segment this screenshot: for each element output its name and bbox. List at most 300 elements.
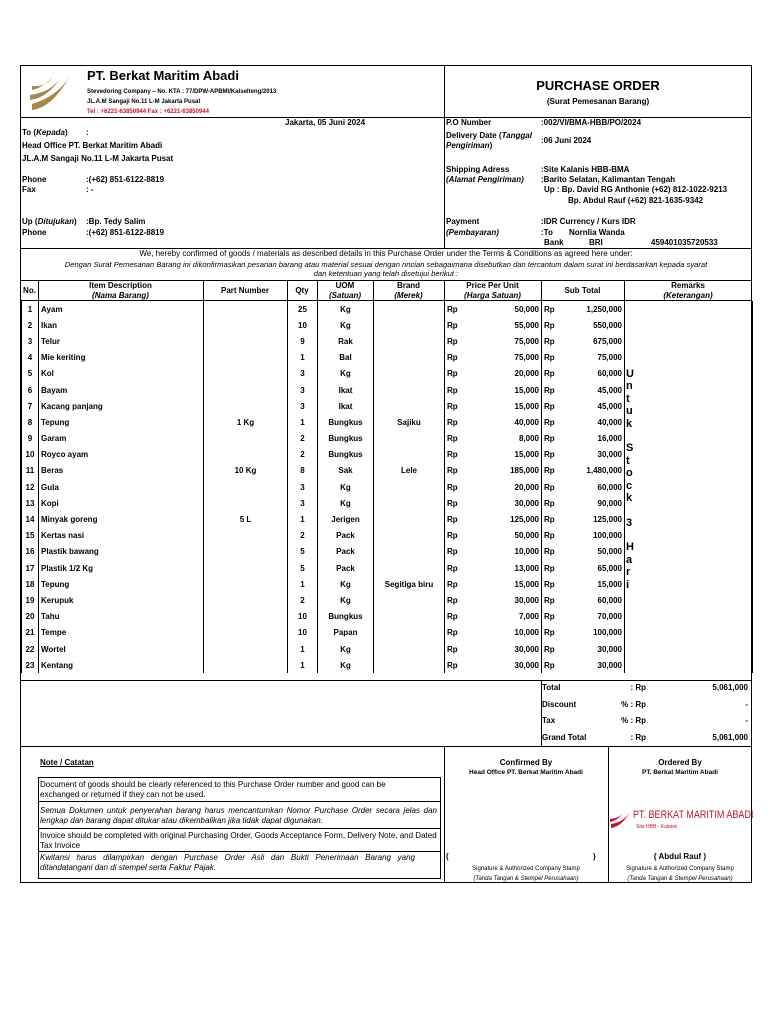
item-subtotal-currency: Rp bbox=[542, 641, 570, 657]
table-row bbox=[22, 382, 753, 398]
item-currency: Rp bbox=[445, 431, 473, 447]
item-uom: Bungkus bbox=[318, 414, 374, 430]
header-company-underline bbox=[20, 117, 444, 118]
item-no: 4 bbox=[22, 350, 39, 366]
item-desc: Gula bbox=[39, 479, 204, 495]
po-number-label: P.O Number bbox=[446, 118, 492, 127]
company-line2: JL.A.M Sangaji No.11 L-M Jakarta Pusat bbox=[87, 99, 201, 105]
stamp-logo-icon bbox=[609, 808, 633, 830]
item-price: 75,000 bbox=[473, 350, 542, 366]
company-line3: Tel : +6221-63850944 Fax : +6221-63850944 bbox=[87, 109, 209, 115]
remarks-letter: c bbox=[626, 479, 633, 492]
remarks-letter: u bbox=[626, 405, 633, 418]
item-remarks bbox=[625, 333, 753, 349]
remarks-letter: t bbox=[626, 454, 630, 467]
table-row bbox=[22, 398, 753, 414]
ship-line3: Up : Bp. David RG Anthonie (+62) 812-1022-9213 bbox=[544, 185, 728, 194]
ship-label-it: (Alamat Pengiriman) bbox=[446, 175, 524, 184]
item-remarks bbox=[625, 544, 753, 560]
item-brand bbox=[374, 641, 445, 657]
table-row bbox=[22, 592, 753, 608]
remarks-letter bbox=[626, 430, 636, 442]
item-qty: 2 bbox=[288, 592, 318, 608]
item-part bbox=[204, 495, 288, 511]
item-uom: Papan bbox=[318, 625, 374, 641]
item-subtotal-currency: Rp bbox=[542, 317, 570, 333]
company-logo-icon bbox=[26, 70, 76, 114]
item-currency: Rp bbox=[445, 398, 473, 414]
item-brand bbox=[374, 350, 445, 366]
item-no: 1 bbox=[22, 301, 39, 317]
col-price-header: Price Per Unit bbox=[466, 281, 519, 290]
item-remarks bbox=[625, 447, 753, 463]
item-currency: Rp bbox=[445, 382, 473, 398]
item-subtotal-currency: Rp bbox=[542, 576, 570, 592]
table-row bbox=[22, 609, 753, 625]
item-no: 17 bbox=[22, 560, 39, 576]
delivery-label-2: Pengiriman) bbox=[446, 141, 493, 150]
item-part bbox=[204, 657, 288, 673]
notes-title: Note / Catatan bbox=[40, 758, 94, 767]
item-subtotal-currency: Rp bbox=[542, 528, 570, 544]
remarks-vertical-text bbox=[626, 368, 636, 591]
to-line2: JL.A.M Sangaji No.11 L-M Jakarta Pusat bbox=[22, 154, 174, 163]
ordered-org: PT. Berkat Maritim Abadi bbox=[642, 769, 718, 776]
item-remarks bbox=[625, 414, 753, 430]
item-qty: 9 bbox=[288, 333, 318, 349]
table-row bbox=[22, 576, 753, 592]
remarks-letter: a bbox=[626, 553, 633, 566]
item-uom: Kg bbox=[318, 576, 374, 592]
col-remarks-header-it: (Keterangan) bbox=[663, 291, 713, 300]
item-subtotal: 30,000 bbox=[570, 657, 625, 673]
item-subtotal-currency: Rp bbox=[542, 463, 570, 479]
item-currency: Rp bbox=[445, 495, 473, 511]
item-uom: Pack bbox=[318, 560, 374, 576]
item-brand bbox=[374, 398, 445, 414]
item-uom: Sak bbox=[318, 463, 374, 479]
table-row bbox=[22, 463, 753, 479]
table-row bbox=[22, 414, 753, 430]
col-no-header: No. bbox=[23, 286, 36, 295]
item-uom: Kg bbox=[318, 301, 374, 317]
item-subtotal-currency: Rp bbox=[542, 333, 570, 349]
up-value: :Bp. Tedy Salim bbox=[86, 217, 146, 226]
notes-sep-1 bbox=[38, 801, 441, 802]
item-part: 5 L bbox=[204, 511, 288, 527]
item-currency: Rp bbox=[445, 414, 473, 430]
totals-label: Total bbox=[542, 683, 561, 692]
remarks-letter bbox=[626, 529, 636, 541]
pay-label: Payment bbox=[446, 217, 480, 226]
item-part bbox=[204, 479, 288, 495]
item-price: 75,000 bbox=[473, 333, 542, 349]
item-uom: Kg bbox=[318, 495, 374, 511]
ship-label: Shipping Adress bbox=[446, 165, 510, 174]
item-price: 7,000 bbox=[473, 609, 542, 625]
item-brand: Lele bbox=[374, 463, 445, 479]
item-part: 1 Kg bbox=[204, 414, 288, 430]
hdr-col-line-1 bbox=[38, 280, 39, 300]
item-brand bbox=[374, 625, 445, 641]
item-subtotal-currency: Rp bbox=[542, 382, 570, 398]
col-part-header: Part Number bbox=[220, 286, 269, 295]
pay-to-label: :To bbox=[541, 228, 553, 237]
item-price: 30,000 bbox=[473, 495, 542, 511]
item-part bbox=[204, 560, 288, 576]
remarks-letter bbox=[626, 504, 636, 516]
item-currency: Rp bbox=[445, 301, 473, 317]
item-currency: Rp bbox=[445, 592, 473, 608]
item-qty: 3 bbox=[288, 382, 318, 398]
item-remarks bbox=[625, 576, 753, 592]
item-uom: Bal bbox=[318, 350, 374, 366]
item-price: 40,000 bbox=[473, 414, 542, 430]
doc-title: PURCHASE ORDER bbox=[536, 78, 660, 93]
item-brand: Sajiku bbox=[374, 414, 445, 430]
item-qty: 10 bbox=[288, 317, 318, 333]
stamp-sub: Site HBB - Kalanis bbox=[636, 824, 678, 830]
item-brand: Segitiga biru bbox=[374, 576, 445, 592]
item-no: 9 bbox=[22, 431, 39, 447]
item-currency: Rp bbox=[445, 528, 473, 544]
col-uom-header-it: (Satuan) bbox=[329, 291, 361, 300]
item-no: 8 bbox=[22, 414, 39, 430]
item-desc: Plastik bawang bbox=[39, 544, 204, 560]
to-phone: :(+62) 851-6122-8819 bbox=[86, 175, 165, 184]
item-price: 10,000 bbox=[473, 544, 542, 560]
confirmed-sig-it: (Tanda Tangan & Stempel Perusahaan) bbox=[473, 876, 579, 882]
hdr-col-line-7 bbox=[541, 280, 542, 300]
totals-currency: % : Rp bbox=[621, 716, 646, 725]
to-line1: Head Office PT. Berkat Maritim Abadi bbox=[22, 141, 163, 150]
item-remarks bbox=[625, 592, 753, 608]
totals-bottom-line bbox=[20, 746, 752, 747]
phone2-value: :(+62) 851-6122-8819 bbox=[86, 228, 165, 237]
item-uom: Ikat bbox=[318, 398, 374, 414]
item-subtotal-currency: Rp bbox=[542, 366, 570, 382]
ship-line4: Bp. Abdul Rauf (+62) 821-1635-9342 bbox=[568, 196, 704, 205]
item-subtotal: 30,000 bbox=[570, 447, 625, 463]
item-desc: Plastik 1/2 Kg bbox=[39, 560, 204, 576]
item-subtotal-currency: Rp bbox=[542, 431, 570, 447]
col-price-header-it: (Harga Satuan) bbox=[464, 291, 521, 300]
item-qty: 1 bbox=[288, 414, 318, 430]
item-remarks bbox=[625, 382, 753, 398]
item-qty: 3 bbox=[288, 479, 318, 495]
item-subtotal-currency: Rp bbox=[542, 414, 570, 430]
table-row bbox=[22, 431, 753, 447]
item-desc: Kol bbox=[39, 366, 204, 382]
item-desc: Telur bbox=[39, 333, 204, 349]
item-price: 55,000 bbox=[473, 317, 542, 333]
company-line1: Stevedoring Company – No. KTA : 77/DPW-APBMI/Kalselteng/2013 bbox=[87, 89, 277, 95]
item-qty: 8 bbox=[288, 463, 318, 479]
item-remarks bbox=[625, 350, 753, 366]
item-uom: Ikat bbox=[318, 382, 374, 398]
item-subtotal-currency: Rp bbox=[542, 479, 570, 495]
col-remarks-header: Remarks bbox=[671, 281, 705, 290]
item-remarks bbox=[625, 657, 753, 673]
item-qty: 25 bbox=[288, 301, 318, 317]
remarks-letter: H bbox=[626, 541, 634, 554]
item-desc: Kopi bbox=[39, 495, 204, 511]
item-subtotal: 65,000 bbox=[570, 560, 625, 576]
item-remarks bbox=[625, 479, 753, 495]
item-price: 185,000 bbox=[473, 463, 542, 479]
item-brand bbox=[374, 382, 445, 398]
item-desc: Kacang panjang bbox=[39, 398, 204, 414]
item-price: 20,000 bbox=[473, 366, 542, 382]
item-qty: 1 bbox=[288, 576, 318, 592]
item-remarks bbox=[625, 609, 753, 625]
totals-value: 5,061,000 bbox=[712, 733, 748, 742]
item-subtotal: 40,000 bbox=[570, 414, 625, 430]
table-row bbox=[22, 366, 753, 382]
item-desc: Mie keriting bbox=[39, 350, 204, 366]
item-qty: 3 bbox=[288, 495, 318, 511]
item-part bbox=[204, 301, 288, 317]
doc-subtitle: (Surat Pemesanan Barang) bbox=[546, 97, 650, 106]
item-brand bbox=[374, 366, 445, 382]
item-uom: Pack bbox=[318, 528, 374, 544]
note-4: Kwitansi harus dilampirkan dengan Purchase Order Asli dan Bukti Penerimaan Barang yang ditandatangani dan di stempel serta Faktur Pajak. bbox=[40, 853, 415, 872]
item-no: 23 bbox=[22, 657, 39, 673]
item-part bbox=[204, 528, 288, 544]
item-subtotal-currency: Rp bbox=[542, 398, 570, 414]
item-subtotal-currency: Rp bbox=[542, 447, 570, 463]
item-remarks bbox=[625, 317, 753, 333]
item-qty: 5 bbox=[288, 560, 318, 576]
item-currency: Rp bbox=[445, 479, 473, 495]
to-label: To (Kepada) bbox=[22, 128, 68, 137]
item-subtotal-currency: Rp bbox=[542, 592, 570, 608]
totals-currency: : Rp bbox=[630, 733, 646, 742]
item-subtotal: 30,000 bbox=[570, 641, 625, 657]
ordered-name: ( Abdul Rauf ) bbox=[653, 852, 707, 861]
hdr-col-line-3 bbox=[287, 280, 288, 300]
item-qty: 1 bbox=[288, 641, 318, 657]
item-part bbox=[204, 447, 288, 463]
item-brand bbox=[374, 511, 445, 527]
item-part bbox=[204, 592, 288, 608]
item-price: 15,000 bbox=[473, 576, 542, 592]
totals-label: Tax bbox=[542, 716, 556, 725]
item-subtotal: 45,000 bbox=[570, 398, 625, 414]
item-subtotal: 70,000 bbox=[570, 609, 625, 625]
table-row bbox=[22, 657, 753, 673]
table-row bbox=[22, 301, 753, 317]
item-no: 15 bbox=[22, 528, 39, 544]
item-subtotal-currency: Rp bbox=[542, 625, 570, 641]
item-subtotal: 16,000 bbox=[570, 431, 625, 447]
item-desc: Garam bbox=[39, 431, 204, 447]
item-currency: Rp bbox=[445, 511, 473, 527]
item-subtotal: 1,250,000 bbox=[570, 301, 625, 317]
item-desc: Beras bbox=[39, 463, 204, 479]
item-subtotal: 100,000 bbox=[570, 625, 625, 641]
ordered-sig-it: (Tanda Tangan & Stempel Perusahaan) bbox=[627, 876, 733, 882]
company-name: PT. Berkat Maritim Abadi bbox=[87, 68, 239, 83]
stamp-name: PT. BERKAT MARITIM ABADI bbox=[633, 809, 754, 821]
item-price: 15,000 bbox=[473, 398, 542, 414]
item-price: 125,000 bbox=[473, 511, 542, 527]
item-uom: Kg bbox=[318, 479, 374, 495]
pay-label-it: (Pembayaran) bbox=[446, 228, 499, 237]
remarks-letter: 3 bbox=[626, 516, 633, 529]
item-no: 10 bbox=[22, 447, 39, 463]
item-price: 20,000 bbox=[473, 479, 542, 495]
item-uom: Bungkus bbox=[318, 609, 374, 625]
item-desc: Tempe bbox=[39, 625, 204, 641]
confirmed-close-paren: ) bbox=[593, 852, 596, 861]
item-currency: Rp bbox=[445, 609, 473, 625]
col-sub-header: Sub Total bbox=[564, 286, 601, 295]
item-currency: Rp bbox=[445, 366, 473, 382]
item-no: 14 bbox=[22, 511, 39, 527]
col-brand-header: Brand bbox=[396, 281, 421, 290]
totals-currency: % : Rp bbox=[621, 700, 646, 709]
item-no: 20 bbox=[22, 609, 39, 625]
to-phone-label: Phone bbox=[22, 175, 47, 184]
table-row bbox=[22, 333, 753, 349]
remarks-letter: k bbox=[626, 491, 633, 504]
item-part bbox=[204, 544, 288, 560]
item-price: 15,000 bbox=[473, 447, 542, 463]
col-qty-header: Qty bbox=[295, 286, 309, 295]
table-row bbox=[22, 495, 753, 511]
note-2: Semua Dokumen untuk penyerahan barang harus mencantumkan Nomor Purchase Order secara jelas dan lengkap dan barang dapat ditukar atau dikembalikan jika tidak dapat digunakan. bbox=[40, 806, 437, 825]
item-subtotal-currency: Rp bbox=[542, 657, 570, 673]
item-no: 22 bbox=[22, 641, 39, 657]
item-price: 13,000 bbox=[473, 560, 542, 576]
item-brand bbox=[374, 560, 445, 576]
item-desc: Tepung bbox=[39, 576, 204, 592]
item-qty: 10 bbox=[288, 609, 318, 625]
delivery-date: :06 Juni 2024 bbox=[541, 136, 592, 145]
item-subtotal-currency: Rp bbox=[542, 609, 570, 625]
item-desc: Royco ayam bbox=[39, 447, 204, 463]
item-qty: 3 bbox=[288, 398, 318, 414]
item-qty: 1 bbox=[288, 657, 318, 673]
item-subtotal: 550,000 bbox=[570, 317, 625, 333]
item-currency: Rp bbox=[445, 544, 473, 560]
item-desc: Kertas nasi bbox=[39, 528, 204, 544]
item-brand bbox=[374, 447, 445, 463]
item-part bbox=[204, 431, 288, 447]
item-no: 19 bbox=[22, 592, 39, 608]
item-no: 5 bbox=[22, 366, 39, 382]
pay-bank-label: Bank bbox=[544, 238, 564, 247]
item-part bbox=[204, 398, 288, 414]
confirmed-sig: Signature & Authorized Company Stamp bbox=[472, 866, 580, 872]
item-no: 11 bbox=[22, 463, 39, 479]
item-remarks bbox=[625, 528, 753, 544]
table-row bbox=[22, 317, 753, 333]
item-no: 2 bbox=[22, 317, 39, 333]
confirmed-open-paren: ( bbox=[446, 852, 449, 861]
item-qty: 2 bbox=[288, 528, 318, 544]
item-uom: Pack bbox=[318, 544, 374, 560]
hdr-col-line-6 bbox=[444, 280, 445, 300]
col-brand-header-it: (Merek) bbox=[394, 291, 423, 300]
remarks-letter: S bbox=[626, 442, 634, 455]
item-brand bbox=[374, 528, 445, 544]
confirm-en: We, hereby confirmed of goods / materials as described details in this Purchase Order under the Terms & Conditions as agreed here under: bbox=[139, 249, 633, 258]
totals-currency: : Rp bbox=[630, 683, 646, 692]
table-row bbox=[22, 560, 753, 576]
item-price: 30,000 bbox=[473, 657, 542, 673]
item-part bbox=[204, 317, 288, 333]
table-row bbox=[22, 479, 753, 495]
to-fax: : - bbox=[86, 185, 94, 194]
item-currency: Rp bbox=[445, 350, 473, 366]
remarks-letter: U bbox=[626, 368, 634, 380]
pay-bank-account: 459401035720533 bbox=[651, 238, 718, 247]
item-qty: 3 bbox=[288, 366, 318, 382]
remarks-letter: o bbox=[626, 467, 633, 480]
remarks-letter: i bbox=[626, 578, 630, 591]
item-uom: Kg bbox=[318, 657, 374, 673]
item-remarks bbox=[625, 463, 753, 479]
item-brand bbox=[374, 495, 445, 511]
remarks-letter: k bbox=[626, 417, 633, 430]
table-row bbox=[22, 511, 753, 527]
item-uom: Bungkus bbox=[318, 447, 374, 463]
item-brand bbox=[374, 317, 445, 333]
items-table bbox=[21, 301, 753, 673]
item-desc: Bayam bbox=[39, 382, 204, 398]
col-desc-header-it: (Nama Barang) bbox=[92, 291, 149, 300]
item-qty: 2 bbox=[288, 447, 318, 463]
item-remarks bbox=[625, 641, 753, 657]
hdr-col-line-4 bbox=[317, 280, 318, 300]
phone2-label: Phone bbox=[22, 228, 47, 237]
item-qty: 10 bbox=[288, 625, 318, 641]
item-desc: Tepung bbox=[39, 414, 204, 430]
delivery-label: Delivery Date (Tanggal bbox=[446, 131, 532, 140]
item-price: 30,000 bbox=[473, 641, 542, 657]
item-subtotal-currency: Rp bbox=[542, 511, 570, 527]
item-remarks bbox=[625, 511, 753, 527]
table-bottom-line bbox=[20, 680, 752, 681]
item-uom: Kg bbox=[318, 317, 374, 333]
item-subtotal-currency: Rp bbox=[542, 544, 570, 560]
item-brand bbox=[374, 657, 445, 673]
ship-line1: :Site Kalanis HBB-BMA bbox=[541, 165, 630, 174]
item-part bbox=[204, 609, 288, 625]
pay-to-name: Nornlia Wanda bbox=[569, 228, 625, 237]
item-currency: Rp bbox=[445, 576, 473, 592]
hdr-col-line-2 bbox=[203, 280, 204, 300]
item-uom: Kg bbox=[318, 592, 374, 608]
item-no: 6 bbox=[22, 382, 39, 398]
item-currency: Rp bbox=[445, 625, 473, 641]
totals-label: Grand Total bbox=[542, 733, 587, 742]
item-remarks bbox=[625, 398, 753, 414]
item-brand bbox=[374, 592, 445, 608]
item-subtotal: 675,000 bbox=[570, 333, 625, 349]
remarks-letter: t bbox=[626, 392, 630, 405]
item-part bbox=[204, 641, 288, 657]
item-uom: Kg bbox=[318, 641, 374, 657]
item-no: 21 bbox=[22, 625, 39, 641]
col-desc-header: Item Description bbox=[89, 281, 152, 290]
item-currency: Rp bbox=[445, 560, 473, 576]
item-subtotal-currency: Rp bbox=[542, 560, 570, 576]
item-no: 3 bbox=[22, 333, 39, 349]
item-subtotal: 1,480,000 bbox=[570, 463, 625, 479]
